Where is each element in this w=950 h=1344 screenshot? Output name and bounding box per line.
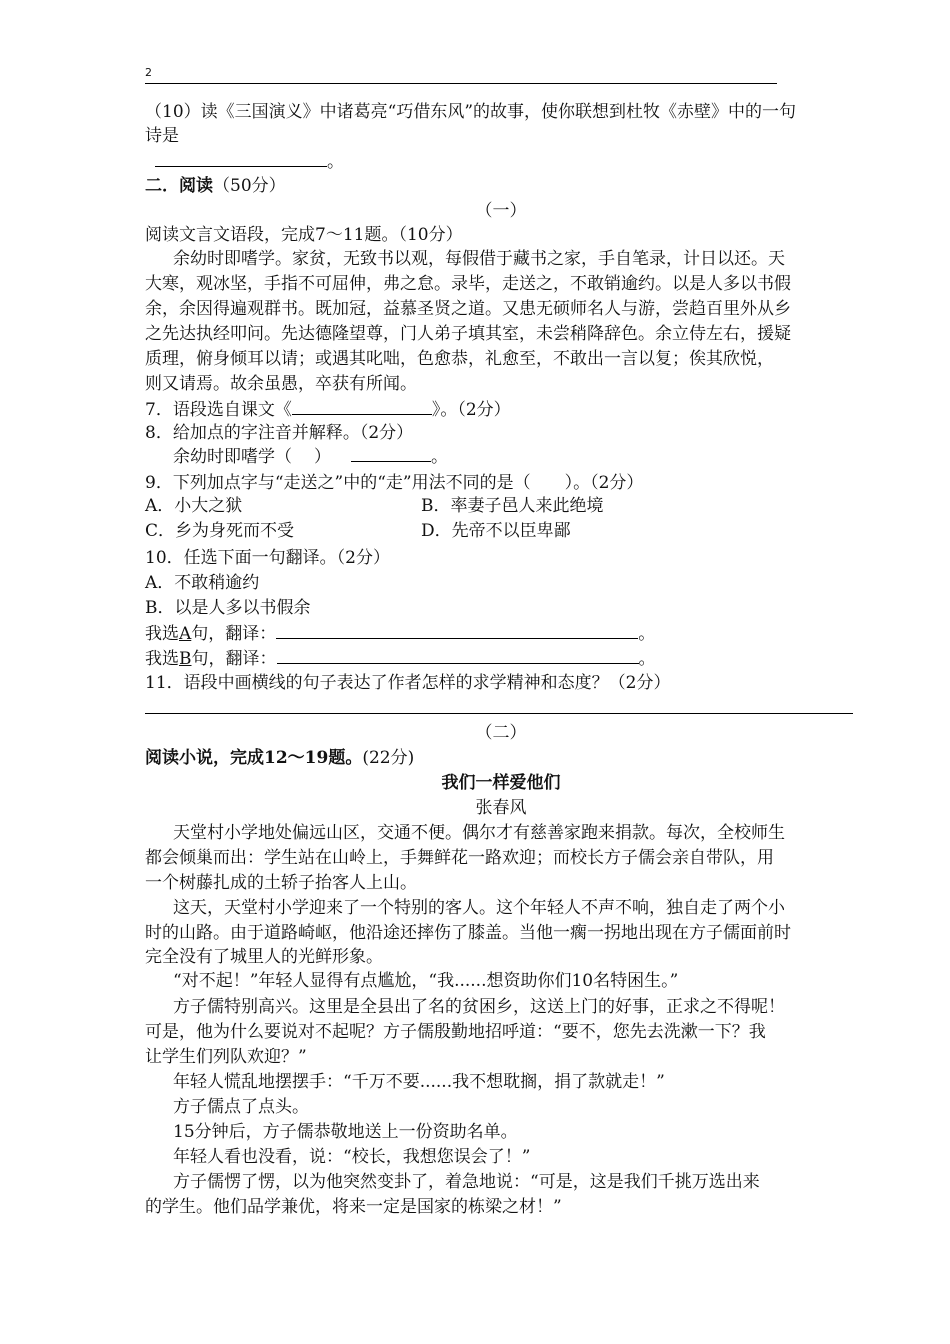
part1-heading: （一） <box>475 201 527 221</box>
period: 。 <box>638 624 656 644</box>
question-8: 8．给加点的字注音并解释。（2分） <box>145 423 414 443</box>
story-line: 15分钟后，方子儒恭敬地送上一份资助名单。 <box>173 1122 518 1142</box>
q7-blank[interactable] <box>292 397 432 415</box>
passage-line: 大寒，观冰坚，手指不可屈伸，弗之怠。录毕，走送之，不敢销逾约。以是人多以书假 <box>145 274 791 294</box>
page-number: 2 <box>145 66 152 79</box>
pick-letter: A <box>179 624 192 644</box>
section2-label: 二．阅读 <box>145 176 213 196</box>
passage-line: 余幼时即嗜学。家贫，无致书以观，每假借于藏书之家，手自笔录，计日以还。天 <box>173 249 785 269</box>
q7-score: 》。（2分） <box>431 400 511 420</box>
q10-option-a: A．不敢稍逾约 <box>145 573 260 593</box>
q8-blank[interactable] <box>351 444 431 462</box>
header-rule <box>145 83 777 84</box>
pick-label: 句，翻译： <box>191 649 277 669</box>
q10-line1: （10）读《三国演义》中诸葛亮“巧借东风”的故事，使你联想到杜牧《赤壁》中的一句 <box>145 102 797 122</box>
q7-text: 7．语段选自课文《 <box>145 400 292 420</box>
story-line: 时的山路。由于道路崎岖，他沿途还摔伤了膝盖。当他一瘸一拐地出现在方子儒面前时 <box>145 923 791 943</box>
translation-blank-a[interactable] <box>276 621 638 639</box>
q9-option-c: C．乡为身死而不受 <box>145 521 295 541</box>
q10-option-b: B．以是人多以书假余 <box>145 598 311 618</box>
story-line: 年轻人慌乱地摆摆手：“千万不要......我不想耽搁，捐了款就走！” <box>173 1072 665 1092</box>
question-10: 10．任选下面一句翻译。（2分） <box>145 548 390 568</box>
answer-blank[interactable] <box>155 149 327 167</box>
translation-blank-b[interactable] <box>277 646 639 664</box>
section2-title <box>145 174 865 198</box>
pick-label: 我选 <box>145 624 179 644</box>
pick-label: 我选 <box>145 649 179 669</box>
passage-line: 余，余因得遍观群书。既加冠，益慕圣贤之道。又患无硕师名人与游，尝趋百里外从乡 <box>145 299 791 319</box>
story-line: 的学生。他们品学兼优，将来一定是国家的栋梁之材！” <box>145 1197 562 1217</box>
period: 。 <box>638 649 656 669</box>
q10-answer-line <box>145 149 865 174</box>
passage-line: 之先达执经叩问。先达德隆望尊，门人弟子填其室，未尝稍降辞色。余立侍左右，援疑 <box>145 324 791 344</box>
story-line: 这天，天堂村小学迎来了一个特别的客人。这个年轻人不声不响，独自走了两个小 <box>173 898 785 918</box>
story-line: 让学生们列队欢迎？” <box>145 1047 307 1067</box>
q8-paren: ） <box>314 447 331 467</box>
story-line: 方子儒点了点头。 <box>173 1097 309 1117</box>
period: 。 <box>327 152 344 172</box>
story-line: 完全没有了城里人的光鲜形象。 <box>145 947 383 967</box>
q9-option-d: D．先帝不以臣卑鄙 <box>421 521 571 541</box>
story-line: 可是，他为什么要说对不起呢？方子儒殷勤地招呼道：“要不，您先去洗漱一下？我 <box>145 1022 766 1042</box>
story-line: 天堂村小学地处偏远山区，交通不便。偶尔才有慈善家跑来捐款。每次，全校师生 <box>173 823 785 843</box>
pick-letter: B <box>179 649 192 669</box>
passage-line: 质理，俯身倾耳以请；或遇其叱咄，色愈恭，礼愈至，不敢出一言以复；俟其欣悦， <box>145 349 774 369</box>
q10-line2: 诗是 <box>145 126 179 146</box>
story-line: 方子儒愣了愣，以为他突然变卦了，着急地说：“可是，这是我们千挑万选出来 <box>173 1172 760 1192</box>
q9-option-b: B．率妻子邑人来此绝境 <box>421 496 604 516</box>
story-line: 都会倾巢而出：学生站在山岭上，手舞鲜花一路欢迎；而校长方子儒会亲自带队，用 <box>145 848 774 868</box>
question-8-sub <box>173 444 893 469</box>
story-line: “对不起！”年轻人显得有点尴尬，“我......想资助你们10名特困生。” <box>173 971 679 991</box>
question-9: 9．下列加点字与“走送之”中的“走”用法不同的是（ ）。（2分） <box>145 473 644 493</box>
part2-instruction-text: 阅读小说，完成12～19题。 <box>145 748 363 768</box>
part2-heading: （二） <box>475 723 527 743</box>
section2-score: （50分） <box>213 176 286 196</box>
part2-score: (22分) <box>362 748 415 768</box>
q10-pick-a <box>145 621 865 646</box>
question-11: 11．语段中画横线的句子表达了作者怎样的求学精神和态度？（2分） <box>145 673 671 693</box>
question-7 <box>145 397 865 422</box>
story-title: 我们一样爱他们 <box>441 773 561 793</box>
q9-option-a: A．小大之狱 <box>145 496 243 516</box>
q8-phrase: 余幼时即嗜学（ <box>173 447 292 467</box>
period: 。 <box>431 447 448 467</box>
story-line: 方子儒特别高兴。这里是全县出了名的贫困乡，这送上门的好事，正求之不得呢！ <box>173 997 785 1017</box>
part2-instruction <box>145 746 865 770</box>
passage-line: 则又请焉。故余虽愚，卒获有所闻。 <box>145 374 417 394</box>
part1-instruction: 阅读文言文语段，完成7～11题。（10分） <box>145 225 463 245</box>
story-line: 年轻人看也没看，说：“校长，我想您误会了！” <box>173 1147 531 1167</box>
q11-answer-rule[interactable] <box>145 713 853 714</box>
pick-label: 句，翻译： <box>191 624 277 644</box>
story-author: 张春风 <box>475 798 527 818</box>
story-line: 一个树藤扎成的土轿子抬客人上山。 <box>145 873 417 893</box>
q10-pick-b <box>145 646 865 671</box>
